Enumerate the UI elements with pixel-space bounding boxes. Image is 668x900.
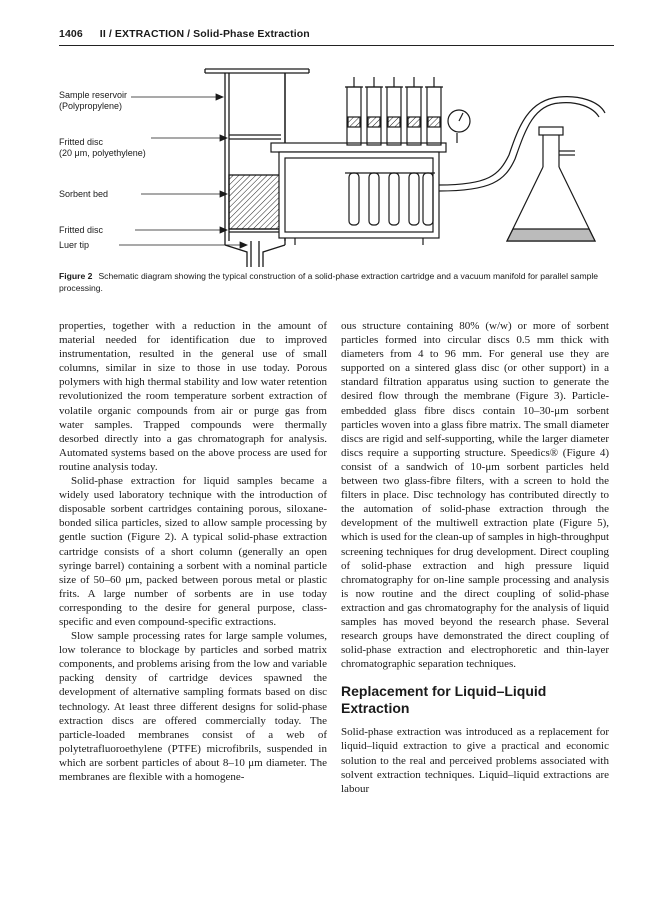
leader-lines bbox=[119, 94, 247, 248]
label-sorbent-bed: Sorbent bed bbox=[59, 189, 109, 199]
section-heading: Replacement for Liquid–Liquid Extraction bbox=[341, 683, 547, 717]
right-paragraph-1: ous structure containing 80% (w/w) or more of sorbent particles formed into circular discs 0.5 mm thick with diameters from 4 to 96 mm. For general use they are supported on a sintered glass disc (or other support) in a standard filtration apparatus using suction to generate the desired flow through the membrane (Figure 3). Particle-embedded glass fibre discs contain 10–30-μm sorbent particles woven into a glass fibre matrix. The small diameter discs are rigid and self-supporting, while the larger diameter discs require a supporting structure. Speedics® (Figure 4) consist of a sandwich of 10-μm sorbent particles held between two glass-fibre filters, with a screen to hold the filters in place. Disc technology has contributed directly to the automation of solid-phase extraction through the development of the multiwell extraction plate (Figure 5), which is used for the clean-up of samples in high-throughput screening techniques for drug development. Direct coupling of solid-phase extraction and high pressure liquid chromatography for on-line sample processing and analysis is now routine and the direct coupling of solid-phase extraction and gas chromatography for the analysis of liquid samples has moved beyond the research phase. Several research groups have demonstrated the direct coupling of solid-phase extraction and electrophoretic and thin-layer chromatographic separation techniques. bbox=[341, 320, 609, 671]
label-sample-reservoir-line1: Sample reservoir bbox=[59, 90, 128, 100]
vacuum-manifold bbox=[271, 77, 605, 245]
figure-caption bbox=[59, 270, 614, 294]
page-number: 1406 bbox=[59, 28, 83, 40]
manifold-cartridges bbox=[345, 77, 443, 145]
figure-caption-label: Figure 2 bbox=[59, 271, 93, 281]
label-luer-tip: Luer tip bbox=[59, 240, 90, 250]
label-fritted-disc-bottom: Fritted disc bbox=[59, 225, 104, 235]
label-sample-reservoir-line2: (Polypropylene) bbox=[59, 101, 123, 111]
figure-2-diagram bbox=[59, 55, 614, 270]
left-paragraph-2: Solid-phase extraction for liquid samples became a widely used laboratory technique with the introduction of disposable sorbent cartridges containing porous, siloxane-bonded silica particles, sized to allow sample processing by gentle suction (Figure 2). A typical solid-phase extraction cartridge consists of a short column (generally an open syringe barrel) containing a sorbent with a nominal particle size of 50–60 μm, packed between porous metal or plastic frits. A large number of sorbents are in use today corresponding to the desire for general purpose, class-specific and even compound-specific extractions. bbox=[59, 475, 327, 628]
label-fritted-disc-top-line2: (20 μm, polyethylene) bbox=[59, 148, 146, 158]
left-paragraph-1: properties, together with a reduction in the amount of material needed for identification due to improved instrumentation, resulted in the general use of small columns, similar in size to those in use today. Porous polymers with high thermal stability and low water retention revolutionized the room temperature sorbent extraction of volatile organic compounds from air or purge gas from water samples. Trapped compounds were thermally desorbed directly into a gas chromatograph for analysis. Automated systems based on the above process are used for routine analysis today. bbox=[59, 320, 327, 473]
right-column bbox=[341, 319, 609, 796]
header-rule bbox=[59, 45, 614, 46]
figure-2 bbox=[59, 55, 614, 270]
label-sample-reservoir bbox=[59, 90, 127, 112]
left-paragraph-3: Slow sample processing rates for large sample volumes, low tolerance to blockage by particles and sorbed matrix components, and problems arising from the low and variable packing density of cartridge devices spawned the development of alternative sampling formats based on disc technology. At least three different designs for solid-phase extraction discs are offered commercially today. The particle-loaded membranes consist of a web of polytetrafluoroethylene (PTFE) microfibrils, suspended in which are sorbent particles of about 8–10 μm diameter. The membranes are flexible with a homogene- bbox=[59, 630, 327, 783]
running-header bbox=[59, 28, 614, 44]
left-column bbox=[59, 319, 327, 784]
label-fritted-disc-top-line1: Fritted disc bbox=[59, 137, 104, 147]
label-fritted-disc-top bbox=[59, 137, 146, 159]
right-paragraph-2: Solid-phase extraction was introduced as a replacement for liquid–liquid extraction to give a practical and economic solution to the real and perceived problems associated with solvent extraction techniques. Liquid–liquid extractions are labour bbox=[341, 726, 609, 795]
figure-caption-text: Schematic diagram showing the typical construction of a solid-phase extraction cartridge and a vacuum manifold for parallel sample processing. bbox=[59, 271, 599, 293]
running-title: II / EXTRACTION / Solid-Phase Extraction bbox=[99, 28, 310, 40]
